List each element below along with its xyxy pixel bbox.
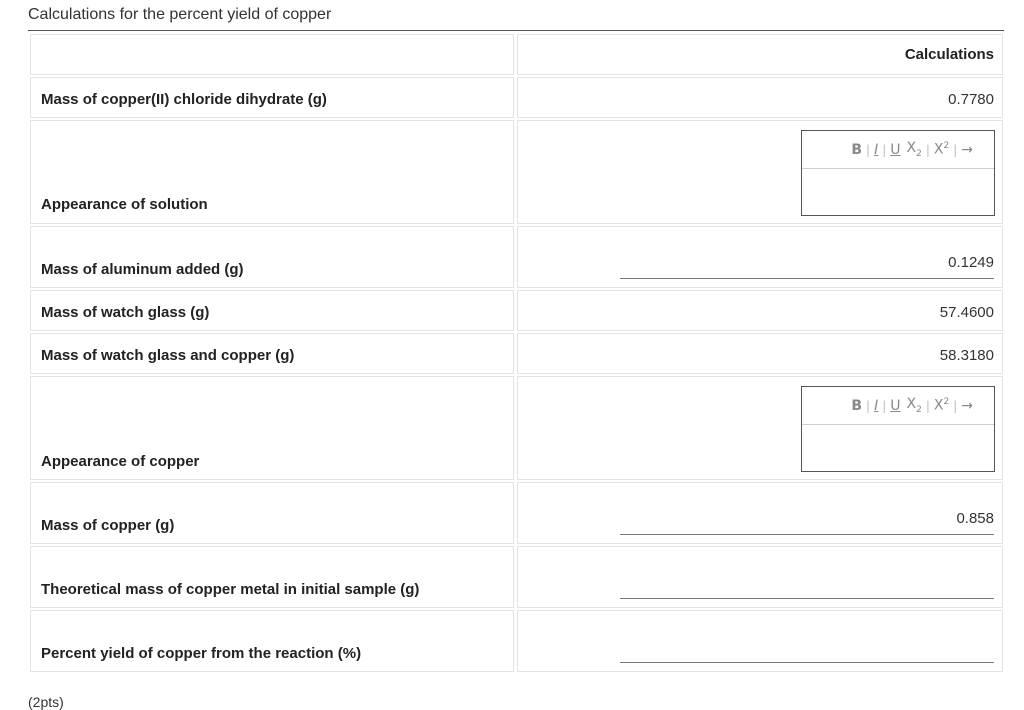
appearance-of-copper-editor[interactable] [801,386,995,472]
table-row-label-cell [30,482,514,544]
bold-button[interactable]: B [851,397,863,414]
table-row-label-cell [30,290,514,331]
table-row-value-cell [517,226,1003,288]
table-row-label-cell [30,376,514,480]
table-row-value-cell [517,333,1003,374]
mass-copper-field[interactable]: 0.858 [956,510,994,527]
answer-underline [620,598,994,599]
toolbar-separator: | [866,398,871,413]
header-label-cell [30,34,514,75]
table-row-value-cell [517,546,1003,608]
answer-underline [620,662,994,663]
appearance-of-solution-editor[interactable] [801,130,995,216]
superscript-button[interactable] [931,141,952,158]
mass-aluminum-field[interactable]: 0.1249 [948,254,994,271]
column-header-calculations: Calculations [904,46,994,63]
toolbar-separator: | [882,142,887,157]
editor-toolbar [802,387,994,425]
row-label: Mass of aluminum added (g) [41,261,244,278]
toolbar-separator: | [953,398,958,413]
row-value: 0.7780 [948,91,994,108]
arrow-icon[interactable]: → [961,397,973,414]
superscript-button[interactable] [931,397,952,414]
answer-underline [620,278,994,279]
row-label: Theoretical mass of copper metal in initial sample (g) [41,581,420,598]
table-row-label-cell [30,226,514,288]
bold-button[interactable]: B [851,141,863,158]
table-row-label-cell [30,77,514,118]
superscript-mark: 2 [943,141,950,152]
superscript-letter: X [933,397,944,414]
underline-button[interactable]: U [890,397,901,414]
italic-button[interactable]: I [874,141,879,158]
title-divider [28,30,1004,31]
table-row-value-cell [517,120,1003,224]
row-label: Appearance of solution [41,196,208,213]
subscript-letter: X [906,140,917,157]
subscript-mark: 2 [916,148,922,159]
table-row-value-cell [517,290,1003,331]
row-label: Mass of copper (g) [41,517,175,534]
answer-underline [620,534,994,535]
row-value: 57.4600 [939,304,994,321]
page-title: Calculations for the percent yield of copper [28,6,332,23]
row-label: Appearance of copper [41,453,200,470]
row-label: Percent yield of copper from the reaction (%) [41,645,362,662]
row-value: 58.3180 [939,347,994,364]
italic-button[interactable]: I [874,397,879,414]
underline-button[interactable]: U [890,141,901,158]
header-value-cell [517,34,1003,75]
toolbar-separator: | [925,398,930,413]
row-label: Mass of watch glass and copper (g) [41,347,295,364]
table-row-value-cell [517,376,1003,480]
table-row-value-cell [517,77,1003,118]
points-note: (2pts) [28,694,64,710]
arrow-icon[interactable]: → [961,141,973,158]
editor-toolbar [802,131,994,169]
subscript-button[interactable] [904,140,925,159]
toolbar-separator: | [925,142,930,157]
row-label: Mass of watch glass (g) [41,304,210,321]
subscript-mark: 2 [916,404,922,415]
superscript-letter: X [933,141,944,158]
table-row-label-cell [30,546,514,608]
table-row-label-cell [30,120,514,224]
toolbar-separator: | [953,142,958,157]
row-label: Mass of copper(II) chloride dihydrate (g) [41,91,327,108]
subscript-button[interactable] [904,396,925,415]
superscript-mark: 2 [943,397,950,408]
toolbar-separator: | [882,398,887,413]
table-row-value-cell [517,610,1003,672]
table-row-label-cell [30,610,514,672]
toolbar-separator: | [866,142,871,157]
table-row-value-cell [517,482,1003,544]
subscript-letter: X [906,396,917,413]
table-row-label-cell [30,333,514,374]
